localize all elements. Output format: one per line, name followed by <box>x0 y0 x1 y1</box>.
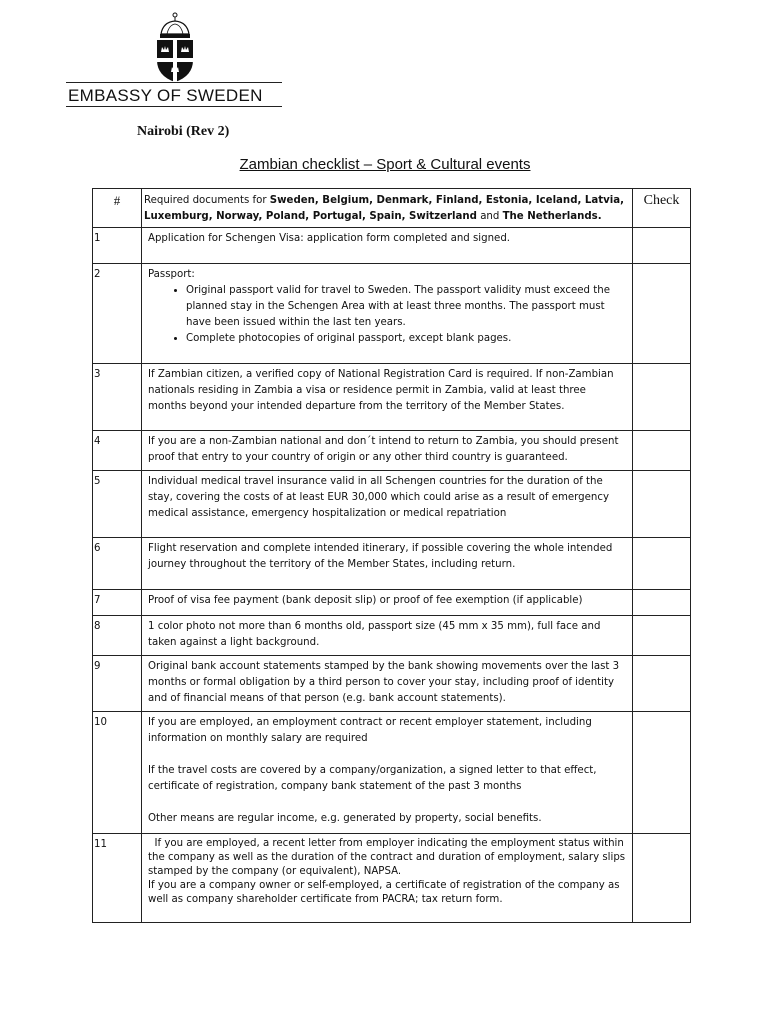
check-cell[interactable] <box>633 590 691 616</box>
table-row <box>93 616 691 656</box>
row-requirement: 1 color photo not more than 6 months old, passport size (45 mm x 35 mm), full face and taken against a light background. <box>142 616 633 656</box>
table-row <box>93 656 691 712</box>
table-row <box>93 538 691 590</box>
table-row <box>93 364 691 431</box>
document-title: Zambian checklist – Sport & Cultural events <box>239 156 531 173</box>
list-item: • Original passport valid for travel to Sweden. The passport validity must exceed the planned stay in the Schengen Area with at least three months. The passport must have been issued within the last ten years. <box>186 283 626 331</box>
row-number: 6 <box>93 538 142 590</box>
table-row <box>93 590 691 616</box>
header-check: Check <box>633 189 691 228</box>
bullet-list <box>148 283 626 347</box>
row-requirement: If you are employed, a recent letter from employer indicating the employment status within the company as well as the duration of the contract and duration of employment, salary slips stamped by the company (or equivalent), NAPSA. If you are a company owner or self-employed, a certificate of registration of the company as well as company shareholder certificate from PACRA; tax return form. <box>142 834 633 923</box>
row-requirement: Individual medical travel insurance valid in all Schengen countries for the duration of the stay, covering the costs of at least EUR 30,000 which could arise as a result of emergency medical assistance, emergency hospitalization or medical repatriation <box>142 471 633 538</box>
row-requirement: If you are employed, an employment contract or recent employer statement, including information on monthly salary are required If the travel costs are covered by a company/organization, a signed letter to that effect, certificate of registration, company bank statement of the past 3 months Other means are regular income, e.g. generated by property, social benefits. <box>142 712 633 834</box>
check-cell[interactable] <box>633 538 691 590</box>
table-row <box>93 834 691 923</box>
table-header-row <box>93 189 691 228</box>
row-requirement: Passport: • Original passport valid for travel to Sweden. The passport validity must exceed the planned stay in the Schengen Area with at least three months. The passport must have been issued within the last ten years. • Complete photocopies of original passport, except blank pages. <box>142 264 633 364</box>
header-rule-top <box>66 82 282 83</box>
row-requirement: If you are a non-Zambian national and don´t intend to return to Zambia, you should present proof that entry to your country of origin or any other third country is guaranteed. <box>142 431 633 471</box>
row-number: 3 <box>93 364 142 431</box>
check-cell[interactable] <box>633 228 691 264</box>
check-cell[interactable] <box>633 616 691 656</box>
row-requirement: Flight reservation and complete intended itinerary, if possible covering the whole intended journey throughout the territory of the Member States, including return. <box>142 538 633 590</box>
table-row <box>93 264 691 364</box>
list-item: • Complete photocopies of original passport, except blank pages. <box>186 331 626 347</box>
header-required-documents: Required documents for Sweden, Belgium, Denmark, Finland, Estonia, Iceland, Latvia, Luxemburg, Norway, Poland, Portugal, Spain, Switzerland and The Netherlands. <box>142 189 633 228</box>
table-row <box>93 431 691 471</box>
table-row <box>93 471 691 538</box>
row-number: 9 <box>93 656 142 712</box>
check-cell[interactable] <box>633 834 691 923</box>
row-number: 2 <box>93 264 142 364</box>
row-requirement: Original bank account statements stamped by the bank showing movements over the last 3 months or formal obligation by a third person to cover your stay, including proof of identity and of financial means of that person (e.g. bank account statements). <box>142 656 633 712</box>
header-number: # <box>93 189 142 228</box>
row-number: 5 <box>93 471 142 538</box>
header-rule-bottom <box>66 106 282 107</box>
row-number: 1 <box>93 228 142 264</box>
embassy-name: EMBASSY OF SWEDEN <box>68 86 263 105</box>
row-number: 7 <box>93 590 142 616</box>
swedish-crest-logo <box>153 12 197 84</box>
row-number: 10 <box>93 712 142 834</box>
row-number: 8 <box>93 616 142 656</box>
table-row <box>93 228 691 264</box>
row-requirement: Proof of visa fee payment (bank deposit slip) or proof of fee exemption (if applicable) <box>142 590 633 616</box>
check-cell[interactable] <box>633 264 691 364</box>
office-label: Nairobi (Rev 2) <box>137 124 230 139</box>
check-cell[interactable] <box>633 431 691 471</box>
checklist-table <box>92 188 691 923</box>
check-cell[interactable] <box>633 712 691 834</box>
row-requirement: If Zambian citizen, a verified copy of National Registration Card is required. If non-Zambian nationals residing in Zambia a visa or residence permit in Zambia, valid at least three months beyond your intended departure from the territory of the Member States. <box>142 364 633 431</box>
row-number: 4 <box>93 431 142 471</box>
check-cell[interactable] <box>633 471 691 538</box>
table-row <box>93 712 691 834</box>
check-cell[interactable] <box>633 656 691 712</box>
row-requirement: Application for Schengen Visa: application form completed and signed. <box>142 228 633 264</box>
row-number: 11 <box>93 834 142 923</box>
check-cell[interactable] <box>633 364 691 431</box>
